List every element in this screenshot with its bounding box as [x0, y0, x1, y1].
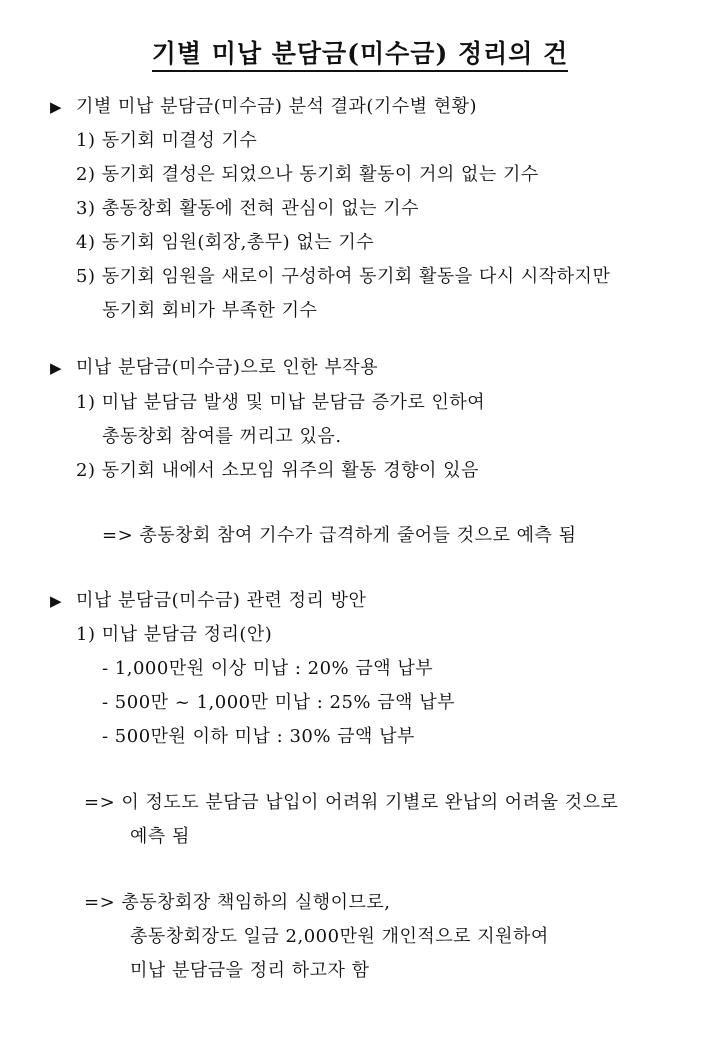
section1-item-continuation: 동기회 회비가 부족한 기수	[102, 300, 318, 321]
note1-line: => 이 정도도 분담금 납입이 어려워 기별로 완납의 어려울 것으로	[84, 792, 619, 813]
section1-item: 2) 동기회 결성은 되었으나 동기회 활동이 거의 없는 기수	[76, 164, 539, 185]
note2-line: => 총동창회장 책임하의 실행이므로,	[84, 892, 391, 913]
note1-line: 예측 됨	[130, 826, 190, 847]
section2-item: 2) 동기회 내에서 소모임 위주의 활동 경향이 있음	[76, 460, 479, 481]
section2-heading-text: 미납 분담금(미수금)으로 인한 부작용	[76, 357, 379, 378]
triangle-bullet-icon: ▶	[50, 359, 63, 377]
section2-item-continuation: 총동창회 참여를 꺼리고 있음.	[102, 426, 342, 447]
section2-heading	[50, 353, 378, 379]
section2-conclusion: => 총동창회 참여 기수가 급격하게 줄어들 것으로 예측 됨	[102, 525, 577, 546]
triangle-bullet-icon: ▶	[50, 98, 63, 116]
plan-item: - 500만원 이하 미납 : 30% 금액 납부	[102, 726, 415, 747]
document-title-text: 기별 미납 분담금(미수금) 정리의 건	[152, 39, 569, 72]
note2-line: 총동창회장도 일금 2,000만원 개인적으로 지원하여	[130, 926, 549, 947]
section1-item: 1) 동기회 미결성 기수	[76, 130, 258, 151]
section1-item: 4) 동기회 임원(회장,총무) 없는 기수	[76, 232, 375, 253]
section1-item: 5) 동기회 임원을 새로이 구성하여 동기회 활동을 다시 시작하지만	[76, 266, 611, 287]
document-title	[0, 34, 720, 70]
section2-item: 1) 미납 분담금 발생 및 미납 분담금 증가로 인하여	[76, 392, 486, 413]
plan-item: - 500만 ~ 1,000만 미납 : 25% 금액 납부	[102, 692, 455, 713]
triangle-bullet-icon: ▶	[50, 592, 63, 610]
plan-item: - 1,000만원 이상 미납 : 20% 금액 납부	[102, 658, 434, 679]
note2-line: 미납 분담금을 정리 하고자 함	[130, 960, 370, 981]
section3-heading-text: 미납 분담금(미수금) 관련 정리 방안	[76, 590, 367, 611]
section1-item: 3) 총동창회 활동에 전혀 관심이 없는 기수	[76, 198, 420, 219]
section1-heading	[50, 92, 477, 118]
section3-heading	[50, 586, 366, 612]
section1-heading-text: 기별 미납 분담금(미수금) 분석 결과(기수별 현황)	[76, 96, 478, 117]
plan-title: 1) 미납 분담금 정리(안)	[76, 624, 273, 645]
